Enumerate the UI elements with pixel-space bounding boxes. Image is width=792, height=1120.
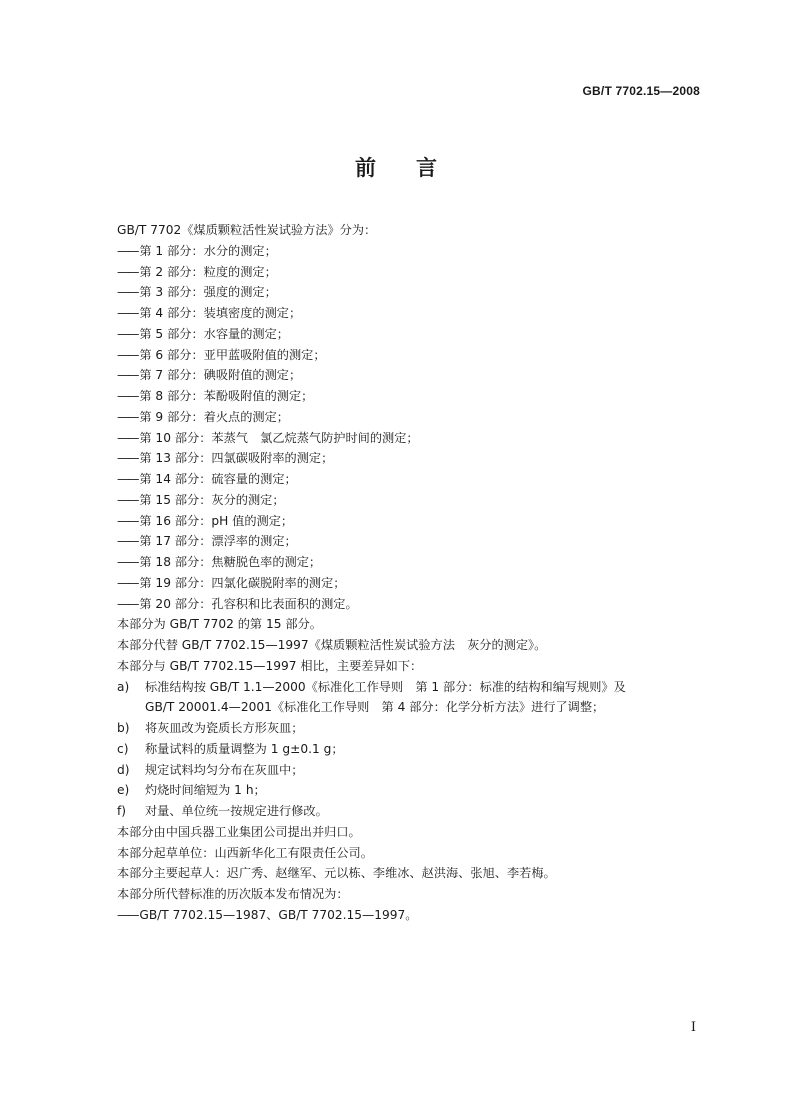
list-item	[117, 780, 717, 801]
standard-number: GB/T 7702.15—2008	[582, 84, 700, 98]
list-item: —— 第 6 部分：亚甲蓝吸附值的测定；	[117, 345, 717, 366]
item-text: 标准结构按 GB/T 1.1—2000《标准化工作导则 第 1 部分：标准的结构和编写规则》及	[145, 679, 626, 694]
differences-list	[117, 677, 717, 822]
part-of-paragraph: 本部分为 GB/T 7702 的第 15 部分。	[117, 617, 322, 632]
list-item: —— 第 9 部分：着火点的测定；	[117, 407, 717, 428]
history-item: —— GB/T 7702.15—1987、GB/T 7702.15—1997。	[117, 905, 717, 926]
item-marker: c)	[117, 741, 129, 756]
list-item	[117, 718, 717, 739]
list-item	[117, 760, 717, 781]
item-marker: d)	[117, 762, 130, 777]
item-text: 规定试料均匀分布在灰皿中；	[145, 762, 304, 777]
item-marker: a)	[117, 679, 130, 694]
list-item	[117, 801, 717, 822]
list-item: —— 第 18 部分：焦糖脱色率的测定；	[117, 552, 717, 573]
intro-line: GB/T 7702《煤质颗粒活性炭试验方法》分为：	[117, 223, 377, 237]
list-item: —— 第 10 部分：苯蒸气 氯乙烷蒸气防护时间的测定；	[117, 428, 717, 449]
list-item	[117, 677, 717, 719]
list-item: —— 第 13 部分：四氯碳吸附率的测定；	[117, 448, 717, 469]
history-intro: 本部分所代替标准的历次版本发布情况为：	[117, 887, 349, 901]
item-text: 灼烧时间缩短为 1 h；	[145, 783, 266, 798]
list-item: —— 第 14 部分：硫容量的测定；	[117, 469, 717, 490]
foreword-body	[117, 220, 717, 926]
parts-list	[117, 241, 717, 615]
list-item: —— 第 19 部分：四氯化碳脱附率的测定；	[117, 573, 717, 594]
list-item: —— 第 15 部分：灰分的测定；	[117, 490, 717, 511]
list-item: —— 第 7 部分：碘吸附值的测定；	[117, 365, 717, 386]
list-item: —— 第 3 部分：强度的测定；	[117, 282, 717, 303]
list-item: —— 第 2 部分：粒度的测定；	[117, 262, 717, 283]
list-item: —— 第 5 部分：水容量的测定；	[117, 324, 717, 345]
list-item: —— 第 4 部分：装填密度的测定；	[117, 303, 717, 324]
item-text: 称量试料的质量调整为 1 g±0.1 g；	[145, 741, 344, 756]
drafting-unit-paragraph: 本部分起草单位：山西新华化工有限责任公司。	[117, 845, 373, 860]
item-marker: f)	[117, 804, 127, 818]
item-text: 将灰皿改为瓷质长方形灰皿；	[145, 721, 304, 735]
differences-intro: 本部分与 GB/T 7702.15—1997 相比，主要差异如下：	[117, 658, 423, 673]
list-item: —— 第 1 部分：水分的测定；	[117, 241, 717, 262]
item-text-continued: GB/T 20001.4—2001《标准化工作导则 第 4 部分：化学分析方法》进行了调整；	[145, 700, 605, 715]
item-marker: e)	[117, 783, 130, 798]
drafters-paragraph: 本部分主要起草人：迟广秀、赵继军、元以栋、李维冰、赵洪海、张旭、李若梅。	[117, 866, 556, 881]
list-item	[117, 739, 717, 760]
list-item: —— 第 20 部分：孔容积和比表面积的测定。	[117, 594, 717, 615]
list-item: —— 第 8 部分：苯酚吸附值的测定；	[117, 386, 717, 407]
replaces-paragraph: 本部分代替 GB/T 7702.15—1997《煤质颗粒活性炭试验方法 灰分的测定》。	[117, 638, 547, 652]
item-marker: b)	[117, 721, 130, 735]
list-item: —— 第 17 部分：漂浮率的测定；	[117, 531, 717, 552]
list-item: —— 第 16 部分：pH 值的测定；	[117, 511, 717, 532]
page-title: 前言	[355, 156, 477, 180]
proposed-by-paragraph: 本部分由中国兵器工业集团公司提出并归口。	[117, 824, 361, 839]
page-number: I	[690, 1020, 696, 1035]
item-text: 对量、单位统一按规定进行修改。	[145, 804, 328, 818]
